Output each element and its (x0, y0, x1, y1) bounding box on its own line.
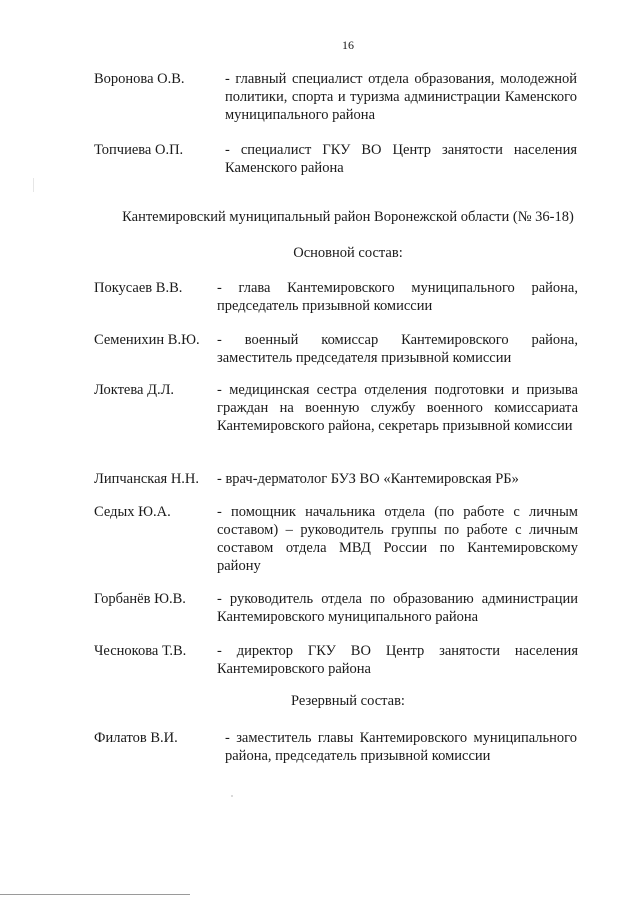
member-role: - медицинская сестра отделения подготовки и призыва граждан на военную службу военного комиссариата Кантемировского района, секретарь призывной комиссии (217, 382, 578, 434)
member-name: Липчанская Н.Н. (94, 471, 200, 487)
member-role: - военный комиссар Кантемировского района, заместитель председателя призывной комиссии (217, 332, 578, 366)
member-role: - заместитель главы Кантемировского муниципального района, председатель призывной комиссии (225, 730, 577, 764)
member-name: Покусаев В.В. (94, 280, 183, 296)
reserve-composition-heading: Резервный состав: (291, 693, 405, 709)
district-section-title: Кантемировский муниципальный район Воронежской области (№ 36-18) (122, 209, 574, 225)
main-composition-heading: Основной состав: (293, 245, 403, 261)
member-role: - глава Кантемировского муниципального района, председатель призывной комиссии (217, 280, 578, 314)
member-name: Чеснокова Т.В. (94, 643, 187, 659)
scan-mark (33, 178, 34, 192)
footnote-rule (0, 894, 190, 895)
member-name: Седых Ю.А. (94, 504, 171, 520)
member-name: Воронова О.В. (94, 71, 185, 87)
member-name: Топчиева О.П. (94, 142, 184, 158)
member-role: - главный специалист отдела образования, молодежной политики, спорта и туризма администрации Каменского муниципального района (225, 71, 577, 123)
member-role: - специалист ГКУ ВО Центр занятости населения Каменского района (225, 142, 577, 176)
member-role: - врач-дерматолог БУЗ ВО «Кантемировская РБ» (217, 471, 519, 487)
member-role: - директор ГКУ ВО Центр занятости населения Кантемировского района (217, 643, 578, 677)
member-role: - помощник начальника отдела (по работе с личным составом) – руководитель группы по работе с личным составом отдела МВД России по Кантемировскому району (217, 504, 578, 574)
member-name: Семенихин В.Ю. (94, 332, 200, 348)
member-name: Филатов В.И. (94, 730, 178, 746)
member-name: Горбанёв Ю.В. (94, 591, 186, 607)
member-role: - руководитель отдела по образованию администрации Кантемировского муниципального района (217, 591, 578, 625)
member-name: Локтева Д.Л. (94, 382, 175, 398)
scan-speck (231, 795, 233, 797)
page-number: 16 (342, 38, 354, 52)
